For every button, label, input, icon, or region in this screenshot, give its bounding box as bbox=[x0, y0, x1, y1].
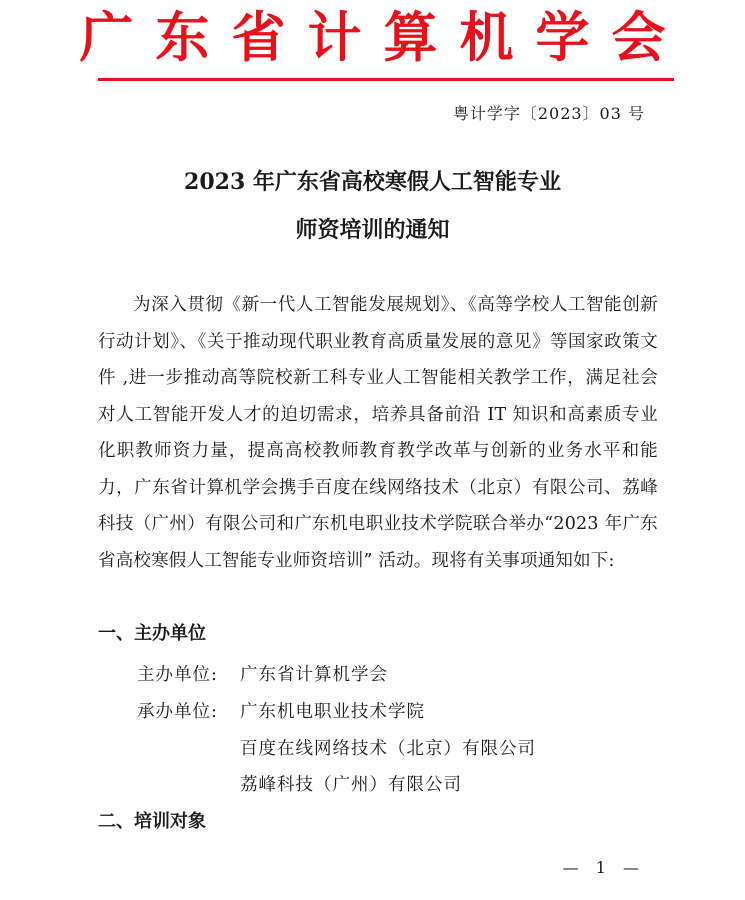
organization-masthead: 广东省计算机学会 bbox=[79, 5, 688, 69]
page-number: — 1 — bbox=[562, 858, 645, 877]
co-organizer-item: 百度在线网络技术（北京）有限公司 bbox=[240, 739, 536, 759]
section-heading-organizers: 一、主办单位 bbox=[98, 623, 206, 644]
host-label: 主办单位: bbox=[137, 665, 218, 685]
red-divider-rule bbox=[98, 78, 674, 81]
notice-title-line-1: 2023 年广东省高校寒假人工智能专业 bbox=[184, 169, 561, 195]
co-organizer-label: 承办单位: bbox=[137, 702, 218, 722]
document-number: 粤计学字〔2023〕03 号 bbox=[452, 104, 645, 123]
co-organizer-item: 荔峰科技（广州）有限公司 bbox=[240, 775, 462, 795]
intro-paragraph: 为深入贯彻《新一代人工智能发展规划》、《高等学校人工智能创新行动计划》、《关于推动现代职业教育高质量发展的意见》等国家政策文件 ,进一步推动高等院校新工科专业人工智能相关教学工作，满足社会对人工智能开发人才的迫切需求，培养具备前沿 IT 知识和高素质专业化职教师资力量，提高高校教师教育教学改革与创新的业务水平和能力，广东省计算机学会携手百度在线网络技术（北京）有限公司、荔峰科技（广州）有限公司和广东机电职业技术学院联合举办“2023 年广东省高校寒假人工智能专业师资培训” 活动。现将有关事项通知如下: bbox=[98, 295, 658, 571]
host-organization: 广东省计算机学会 bbox=[240, 665, 388, 685]
section-heading-trainees: 二、培训对象 bbox=[98, 811, 206, 832]
co-organizer-item: 广东机电职业技术学院 bbox=[240, 702, 425, 722]
notice-title-line-2: 师资培训的通知 bbox=[295, 217, 450, 243]
